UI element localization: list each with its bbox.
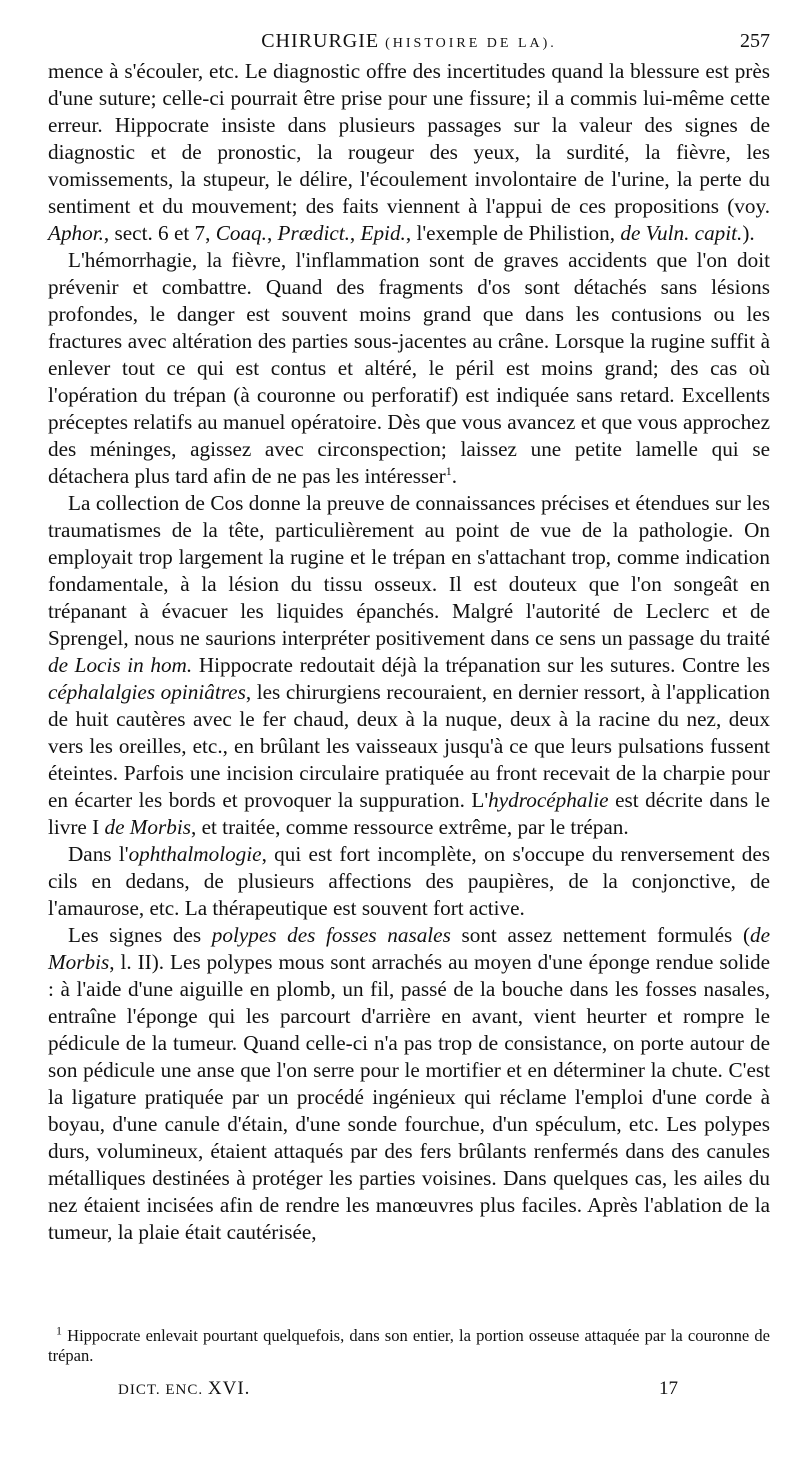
italic-text: polypes des fosses nasales [211, 923, 451, 947]
italic-text: céphalalgies opiniâtres [48, 680, 246, 704]
italic-text: de Vuln. capit. [620, 221, 743, 245]
text-run: , les chirurgiens recouraient, en dernier ressort, à l'application de huit cautères avec le fer chaud, deux à la nuque, deux à la racine du nez, deux vers les oreilles, etc., en brûlant les vaisseaux jusqu'à ce que leurs pulsations fussent éteintes. Parfois une incision circulaire pratiquée au front recevait de la charpie pour en écarter les bords et provoquer la suppuration. L' [48, 680, 771, 812]
text-run: , [266, 221, 278, 245]
footnote-paragraph [48, 1323, 770, 1366]
text-run: , [349, 221, 361, 245]
text-run: L'hémorrhagie, la fièvre, l'inflammation sont de graves accidents que l'on doit prévenir et combattre. Quand des fragments d'os sont détachés sans lésions profondes, le danger est souvent moins grand que dans les contusions ou les fractures avec altération des parties sous-jacentes au crâne. Lorsque la rugine suffit à enlever tout ce qui est contus et altéré, le péril est moins grand; des cas où l'opération du trépan (à couronne ou perforatif) est indiquée sans retard. Excellents préceptes relatifs au manuel opératoire. Dès que vous avancez et que vous approchez des méninges, agissez avec circonspection; laissez une petite lamelle qui se détachera plus tard afin de ne pas les intéresser [48, 248, 770, 488]
paragraph [48, 58, 770, 247]
text-run: est décrite dans le livre I [48, 788, 770, 839]
running-header [48, 30, 770, 56]
text-run: ). [742, 221, 755, 245]
paragraph [48, 490, 770, 841]
text-run: , qui est fort incomplète, on s'occupe du renversement des cils en dedans, de plusieurs affections des paupières, de la conjonctive, de l'amaurose, etc. La thérapeutique est souvent fort active. [48, 842, 771, 920]
text-run: Dans l' [68, 842, 129, 866]
paragraph [48, 841, 770, 922]
text-run: mence à s'écouler, etc. Le diagnostic offre des incertitudes quand la blessure est près d'une suture; celle-ci pourrait être prise pour une fissure; il a commis lui-même cette erreur. Hippocrate insiste dans plusieurs passages sur la valeur des signes de diagnostic et de pronostic, la rougeur des yeux, la surdité, la fièvre, les vomissements, la stupeur, le délire, l'écoulement involontaire de l'urine, la perte du sentiment et du mouvement; des faits viennent à l'appui de ces propositions (voy. [48, 59, 770, 218]
paragraph [48, 922, 770, 1246]
text-run: Les signes des [68, 923, 212, 947]
text-run: , et traitée, comme ressource extrême, par le trépan. [191, 815, 629, 839]
italic-text: ophthalmologie [128, 842, 262, 866]
italic-text: Prædict. [277, 221, 350, 245]
text-run: Hippocrate redoutait déjà la trépanation sur les sutures. Contre les [192, 653, 770, 677]
italic-text: de Locis in hom. [48, 653, 193, 677]
footnote-reference: 1 [445, 463, 452, 478]
running-title-sub: (HISTOIRE DE LA). [385, 36, 557, 51]
italic-text: Aphor. [48, 221, 104, 245]
italic-text: hydrocéphalie [488, 788, 609, 812]
running-title-main: CHIRURGIE [261, 30, 380, 52]
body-text [48, 58, 770, 1246]
text-run: , l. II). Les polypes mous sont arrachés au moyen d'une éponge rendue solide : à l'aide d'une aiguille en plomb, un fil, passé de la bouche dans les fosses nasales, entraîne l'éponge qui les parcourt d'arrière en avant, vient heurter et rompre le pédicule de la tumeur. Quand celle-ci n'a pas trop de consistance, on porte autour de son pédicule une anse que l'on serre pour le mortifier et en déterminer la chute. C'est la ligature pratiquée par un procédé ingénieux qui réclame l'emploi d'une corde à boyau, d'une canule d'étain, d'une sonde fourchue, d'un spéculum, etc. Les polypes durs, volumineux, étaient attaqués par des fers brûlants renfermés dans des canules métalliques destinées à protéger les parties voisines. Dans quelques cas, les ailes du nez étaient incisées afin de rendre les manœuvres plus faciles. Après l'ablation de la tumeur, la plaie était cautérisée, [48, 950, 770, 1244]
signature-text: DICT. ENC. [118, 1382, 204, 1398]
text-run: . [451, 464, 457, 488]
text-run: , sect. 6 et 7, [103, 221, 216, 245]
footnote [48, 1323, 770, 1366]
paragraph [48, 247, 770, 490]
text-run: , l'exemple de Philistion, [405, 221, 621, 245]
footnote-text: Hippocrate enlevait pourtant quelquefois, dans son entier, la portion osseuse attaquée par la couronne de trépan. [48, 1326, 770, 1365]
italic-text: Coaq. [215, 221, 267, 245]
signature-volume: XVI. [207, 1378, 251, 1399]
gathering-mark: 17 [659, 1378, 678, 1399]
text-run: sont assez nettement formulés ( [450, 923, 751, 947]
page-footer [118, 1378, 678, 1402]
italic-text: de Morbis [104, 815, 191, 839]
page-number: 257 [740, 30, 770, 52]
text-run: La collection de Cos donne la preuve de connaissances précises et étendues sur les traumatismes de la tête, particulièrement au point de vue de la pathologie. On employait trop largement la rugine et le trépan en s'attachant trop, comme indication fondamentale, à la lésion du tissu osseux. Il est douteux que l'on songeât en trépanant à évacuer les liquides épanchés. Malgré l'autorité de Leclerc et de Sprengel, nous ne saurions interpréter positivement dans ce sens un passage du traité [48, 491, 770, 650]
running-title [48, 30, 770, 53]
printer-signature [118, 1378, 250, 1400]
italic-text: Epid. [360, 221, 406, 245]
footnote-marker: 1 [56, 1323, 62, 1338]
italic-text: de Morbis [48, 923, 771, 974]
